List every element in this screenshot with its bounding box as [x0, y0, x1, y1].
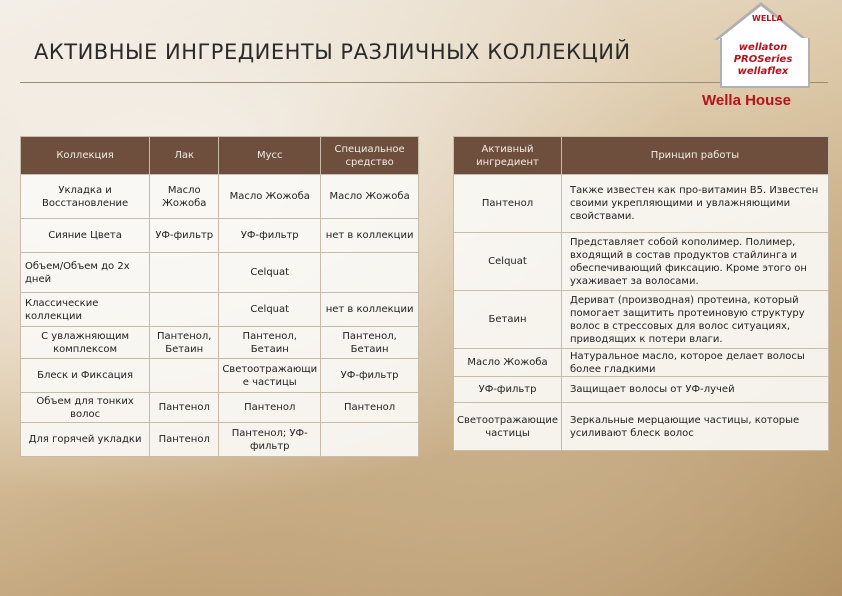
ingredient-cell: Celquat: [454, 233, 562, 291]
table-row: [454, 349, 829, 377]
cell: Масло Жожоба: [321, 175, 419, 219]
cell: Масло Жожоба: [150, 175, 219, 219]
table-row: [21, 359, 419, 393]
ingredient-cell: Бетаин: [454, 291, 562, 349]
title-divider: [20, 82, 828, 83]
cell: УФ-фильтр: [321, 359, 419, 393]
ingredient-cell: Масло Жожоба: [454, 349, 562, 377]
cell: нет в коллекции: [321, 293, 419, 327]
cell: УФ-фильтр: [219, 219, 321, 253]
cell: Масло Жожоба: [219, 175, 321, 219]
cell: УФ-фильтр: [150, 219, 219, 253]
col-header-principle: Принцип работы: [562, 137, 829, 175]
description-cell: Зеркальные мерцающие частицы, которые усиливают блеск волос: [562, 403, 829, 451]
cell: Celquat: [219, 253, 321, 293]
description-cell: Представляет собой кополимер. Полимер, входящий в состав продуктов стайлинга и обеспечивающий фиксацию. Кроме этого он ухаживает за волосами.: [562, 233, 829, 291]
cell: [150, 293, 219, 327]
col-header-collection: Коллекция: [21, 137, 150, 175]
cell: [150, 359, 219, 393]
ingredient-cell: Пантенол: [454, 175, 562, 233]
collections-table: [20, 136, 419, 457]
ingredient-cell: УФ-фильтр: [454, 377, 562, 403]
cell: Объем для тонких волос: [21, 393, 150, 423]
cell: Для горячей укладки: [21, 423, 150, 457]
cell: Пантенол; УФ-фильтр: [219, 423, 321, 457]
cell: Пантенол: [150, 423, 219, 457]
wella-logo: [710, 0, 820, 90]
logo-line-proseries: PROSeries: [733, 54, 793, 65]
description-cell: Защищает волосы от УФ-лучей: [562, 377, 829, 403]
table-row: [454, 377, 829, 403]
cell: Классические коллекции: [21, 293, 150, 327]
cell: Пантенол: [219, 393, 321, 423]
cell: Светоотражающи е частицы: [219, 359, 321, 393]
wella-mark: WELLA: [752, 14, 783, 23]
cell: [321, 423, 419, 457]
table-row: [21, 293, 419, 327]
table-row: [21, 423, 419, 457]
cell: Пантенол, Бетаин: [219, 327, 321, 359]
table-row: [21, 393, 419, 423]
cell: Пантенол, Бетаин: [150, 327, 219, 359]
logo-line-wellaton: wellaton: [738, 42, 788, 53]
col-header-mousse: Мусс: [219, 137, 321, 175]
table-row: [454, 175, 829, 233]
description-cell: Натуральное масло, которое делает волосы более гладкими: [562, 349, 829, 377]
cell: Пантенол: [321, 393, 419, 423]
cell: [321, 253, 419, 293]
cell: Сияние Цвета: [21, 219, 150, 253]
cell: нет в коллекции: [321, 219, 419, 253]
description-cell: Дериват (производная) протеина, который помогает защитить протеиновую структуру волос в стрессовых для волос ситуациях, приводящих к потери влаги.: [562, 291, 829, 349]
cell: Объем/Объем до 2х дней: [21, 253, 150, 293]
page-title: АКТИВНЫЕ ИНГРЕДИЕНТЫ РАЗЛИЧНЫХ КОЛЛЕКЦИЙ: [34, 40, 631, 64]
cell: Пантенол: [150, 393, 219, 423]
logo-line-wellaflex: wellaflex: [737, 66, 789, 77]
col-header-lacquer: Лак: [150, 137, 219, 175]
description-cell: Также известен как про-витамин B5. Известен своими укрепляющими и увлажняющими свойствами.: [562, 175, 829, 233]
cell: Укладка и Восстановление: [21, 175, 150, 219]
table-row: [21, 219, 419, 253]
brand-name: Wella House: [702, 92, 791, 109]
cell: Celquat: [219, 293, 321, 327]
table-row: [454, 403, 829, 451]
table-row: [21, 253, 419, 293]
table-row: [21, 327, 419, 359]
table-row: [454, 233, 829, 291]
cell: Пантенол, Бетаин: [321, 327, 419, 359]
ingredient-cell: Светоотражающие частицы: [454, 403, 562, 451]
table-row: [21, 175, 419, 219]
cell: [150, 253, 219, 293]
cell: Блеск и Фиксация: [21, 359, 150, 393]
cell: С увлажняющим комплексом: [21, 327, 150, 359]
ingredients-table: [453, 136, 829, 451]
col-header-ingredient: Активный ингредиент: [454, 137, 562, 175]
col-header-special: Специальное средство: [321, 137, 419, 175]
table-row: [454, 291, 829, 349]
